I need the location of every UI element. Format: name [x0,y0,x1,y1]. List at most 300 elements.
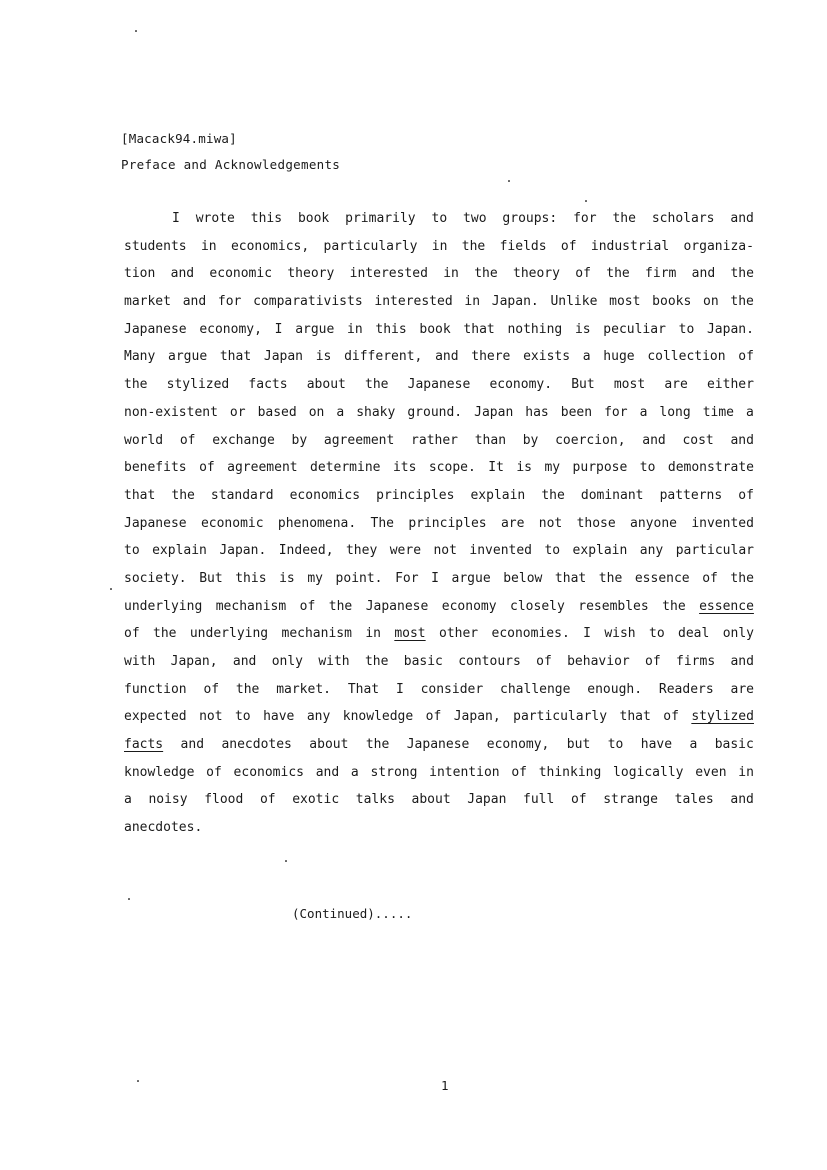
scan-speck [110,588,112,590]
paragraph-word: with [124,654,156,669]
paragraph-word: strange [603,792,659,808]
paragraph-word: The [370,515,394,531]
paragraph-word: economics [233,764,304,780]
paragraph-word: most [609,294,641,310]
paragraph-word: of [663,709,679,725]
paragraph-word: explain [470,487,526,503]
scan-speck [128,898,130,900]
paragraph-word: to [607,737,624,753]
paragraph-word: is [516,460,533,476]
paragraph-word: intention [429,764,500,780]
paragraph-word: huge [603,349,635,365]
paragraph-word: point. [335,570,383,586]
paragraph-word: principles [408,515,487,531]
paragraph-word: Japan. [219,543,267,559]
paragraph-word: Japan, [170,654,218,669]
paragraph-word: economy. [489,377,553,393]
paragraph-word: Japan [467,792,507,808]
paragraph-word: has [525,404,549,420]
paragraph-word: that [554,570,587,586]
paragraph-word: I [583,626,591,642]
paragraph-word: not [538,515,563,531]
paragraph-word: dominant [580,487,644,503]
paragraph-word: the [461,238,486,254]
paragraph-word: the [365,737,390,753]
paragraph-word: rather [411,432,459,448]
paragraph-word: by [291,432,308,448]
paragraph-word: benefits [124,460,187,476]
paragraph-word: book [419,321,451,337]
paragraph-line [124,205,754,233]
paragraph-word: for [573,211,597,226]
paragraph-word: either [706,377,754,393]
paragraph-word: only [271,654,304,669]
paragraph-word: a [746,404,754,420]
paragraph-word: exchange [212,432,275,448]
paragraph-word: I [172,211,180,226]
paragraph-word: and [730,792,754,808]
paragraph-word: a [689,737,698,753]
paragraph-word: cost [682,432,714,448]
paragraph-word: Many [124,349,156,365]
paragraph-word: nothing [507,321,563,337]
paragraph-word: mechanism [281,626,352,642]
paragraph-word: about [411,792,451,808]
paragraph-word: consider [420,681,484,697]
paragraph-word: talks [355,792,395,808]
paragraph-word: the [171,487,195,503]
paragraph-word: theory [513,266,560,282]
paragraph-word: two [463,211,487,226]
paragraph-word: of [702,570,718,586]
paragraph-word: of [206,764,222,780]
paragraph-line [124,343,754,371]
paragraph-word: other [439,626,479,642]
paragraph-word: fields [499,238,547,254]
paragraph-word: to [234,709,251,725]
paragraph-word: non-existent [124,404,218,420]
file-tag: [Macack94.miwa] [121,131,237,146]
paragraph-word: on [308,404,325,420]
paragraph-word: and [232,654,257,669]
paragraph-word: I [431,570,439,586]
paragraph-word: to [649,626,665,642]
paragraph-word: the [662,598,686,614]
paragraph-word: peculiar [603,321,666,337]
paragraph-word: For [395,570,419,586]
paragraph-word: a [639,404,648,420]
paragraph-line [124,316,754,344]
paragraph-word: principles [376,487,455,503]
paragraph-word: not [199,709,223,725]
paragraph-word: particularly [513,709,608,725]
paragraph-word: deal [678,626,710,642]
paragraph-word: the [730,294,754,310]
paragraph-word: and [691,266,716,282]
paragraph-word: to [544,543,561,559]
paragraph-line [124,427,754,455]
paragraph-line [124,233,754,261]
continued-note: (Continued)..... [292,906,413,921]
paragraph-word: underlying [124,598,203,614]
paragraph-word: behavior [567,654,630,669]
paragraph-word: of [425,709,442,725]
paragraph-word: but [566,737,591,753]
paragraph-word: based [257,404,297,420]
paragraph-word: economic [209,266,273,282]
paragraph-word: time [702,404,735,420]
paragraph-line [124,648,754,676]
paragraph-word: in [738,764,754,780]
paragraph-word: argue [295,321,335,337]
paragraph-word: and [182,294,207,310]
paragraph-word: economy, [486,737,550,753]
paragraph-word: the [328,598,353,614]
paragraph-word: But [571,377,595,393]
paragraph-word: Japanese [124,321,187,337]
paragraph-word: and [180,737,205,753]
paragraph-word: anyone [630,515,677,531]
paragraph-word: and [730,654,754,669]
paragraph-word: for [604,404,628,420]
paragraph-word: economics [289,487,361,503]
paragraph-line [124,454,754,482]
paragraph-word: were [389,543,422,559]
paragraph-word: coercion, [555,432,626,448]
paragraph-word: flood [204,792,244,808]
paragraph-line [124,786,754,814]
paragraph-line [124,731,754,759]
paragraph-word: are [500,515,525,531]
paragraph-word: explain [572,543,628,559]
paragraph-word: Japan [263,349,304,365]
paragraph-word: agreement [323,432,395,448]
paragraph-word: Japanese [406,737,470,753]
scan-speck [285,860,287,862]
paragraph-word: or [229,404,246,420]
paragraph-word: I [395,681,404,697]
paragraph-word: are [730,681,754,697]
paragraph-word: anecdotes. [124,820,203,836]
paragraph-word: enough. [587,681,643,697]
paragraph-word: thinking [538,764,602,780]
paragraph-word: of [536,654,552,669]
paragraph-word: firm [645,266,677,282]
paragraph-word: But [199,570,223,586]
paragraph-word: world [124,432,164,448]
paragraph-word: Japan [474,404,514,420]
paragraph-word: only [722,626,754,642]
paragraph-word: basic [714,737,754,753]
paragraph-word: resembles [578,598,649,614]
paragraph-word: about [306,377,346,393]
paragraph-word: market. [276,681,331,697]
paragraph-word: facts [124,737,164,753]
paragraph-word: the [606,266,630,282]
paragraph-word: argue [451,570,491,586]
paragraph-word: strong [370,764,418,780]
paragraph-word: tales [674,792,714,808]
paragraph-word: knowledge [124,764,195,780]
paragraph-word: Japan, [453,709,501,725]
paragraph-word: to [639,460,656,476]
paragraph-word: is [574,321,591,337]
paragraph-word: function [124,681,187,697]
paragraph-word: even [695,764,727,780]
paragraph-word: market [124,294,171,310]
paragraph-word: of [203,681,220,697]
paragraph-word: Japanese [124,515,187,531]
paragraph-word: logically [613,764,684,780]
paragraph-word: contours [458,654,521,669]
paragraph-word: to [431,211,448,226]
paragraph-line [124,814,754,842]
paragraph-word: phenomena. [277,515,357,531]
paragraph-word: facts [248,377,288,393]
paragraph-word: is [315,349,332,365]
paragraph-word: that [124,487,156,503]
paragraph-word: of [645,654,661,669]
paragraph-word: wish [604,626,636,642]
paragraph-word: ground. [407,404,463,420]
paragraph-word: a [336,404,345,420]
paragraph-word: standard [210,487,274,503]
paragraph-word: that [219,349,252,365]
paragraph-word: groups: [502,211,558,226]
paragraph-word: than [474,432,507,448]
paragraph-word: agreement [227,460,298,476]
paragraph-word: stylized [691,709,754,725]
paragraph-word: most [613,377,646,393]
paragraph-word: wrote [195,211,235,226]
paragraph-word: the [235,681,260,697]
paragraph-word: and [642,432,666,448]
paragraph-word: and [435,349,459,365]
paragraph-word: in [200,238,217,254]
paragraph-word: that [463,321,495,337]
paragraph-word: in [464,294,481,310]
paragraph-word: most [394,626,426,642]
paragraph-word: economy, [199,321,262,337]
paragraph-word: have [640,737,673,753]
paragraph-word: below [503,570,543,586]
paragraph-word: the [730,266,754,282]
paragraph-word: in [365,626,381,642]
paragraph-word: long [659,404,691,420]
paragraph-word: interested [349,266,428,282]
paragraph-word: the [364,654,389,669]
paragraph-word: economics, [230,238,310,254]
paragraph-word: students [124,238,187,254]
paragraph-word: its [392,460,417,476]
paragraph-word: anecdotes [221,737,292,753]
paragraph-word: scope. [428,460,476,476]
paragraph-word: tion [124,266,156,282]
paragraph-word: been [560,404,593,420]
paragraph-word: the [365,377,389,393]
paragraph-line [124,565,754,593]
paragraph-word: of [124,626,140,642]
paragraph-word: of [570,792,587,808]
paragraph-word: economy [441,598,497,614]
paragraph-word: mechanism [215,598,287,614]
paragraph-word: Readers [658,681,714,697]
paragraph-word: any [306,709,331,725]
paragraph-word: exotic [292,792,340,808]
paragraph-word: demonstrate [667,460,754,476]
paragraph-line [124,288,754,316]
paragraph-line [124,371,754,399]
paragraph-word: about [309,737,349,753]
paragraph-word: any [639,543,664,559]
paragraph-word: the [730,570,754,586]
paragraph-word: the [474,266,498,282]
paragraph-word: Japanese [365,598,429,614]
paragraph-word: of [738,349,754,365]
page-title: Preface and Acknowledgements [121,157,341,172]
paragraph-word: this [235,570,267,586]
paragraph-word: argue [168,349,208,365]
paragraph-line [124,759,754,787]
paragraph-word: my [307,570,323,586]
paragraph-word: exists [523,349,571,365]
paragraph-word: book [297,211,330,226]
paragraph-word: invented [691,515,754,531]
paragraph-word: Japan. [491,294,539,310]
paragraph-word: economic [200,515,264,531]
paragraph-word: and [730,432,754,448]
paragraph-word: full [523,792,555,808]
paragraph-line [124,593,754,621]
paragraph-word: underlying [189,626,269,642]
paragraph-line [124,676,754,704]
paragraph-word: the [153,626,177,642]
paragraph-word: It [488,460,504,476]
paragraph-word: with [318,654,350,669]
paragraph-word: a [582,349,591,365]
paragraph-word: a [124,792,132,808]
paragraph-word: of [560,238,577,254]
paragraph-word: society. [124,570,187,586]
paragraph-word: and [730,211,754,226]
paragraph-word: particular [675,543,754,559]
paragraph-word: particularly [323,238,418,254]
preface-paragraph [124,205,754,842]
paragraph-word: theory [287,266,335,282]
paragraph-line [124,620,754,648]
paragraph-word: of [199,460,215,476]
paragraph-word: they [345,543,378,559]
scan-speck [508,180,510,182]
scan-speck [585,200,587,202]
paragraph-word: different, [344,349,423,365]
paragraph-word: to [678,321,695,337]
paragraph-word: determine [310,460,381,476]
paragraph-word: shaky [356,404,396,420]
paragraph-word: patterns [659,487,723,503]
scan-speck [135,30,137,32]
paragraph-word: challenge [500,681,571,697]
paragraph-word: that [619,709,651,725]
paragraph-word: and [170,266,195,282]
paragraph-line [124,482,754,510]
paragraph-word: basic [403,654,443,669]
paragraph-word: there [471,349,511,365]
paragraph-line [124,399,754,427]
paragraph-word: on [703,294,719,310]
paragraph-word: expected [124,709,187,725]
paragraph-word: of [259,792,276,808]
paragraph-word: have [263,709,295,725]
paragraph-line [124,260,754,288]
paragraph-word: noisy [148,792,188,808]
paragraph-word: in [347,321,363,337]
paragraph-word: the [598,570,623,586]
paragraph-word: I [274,321,283,337]
paragraph-word: collection [647,349,726,365]
paragraph-word: books [652,294,692,310]
paragraph-word: Indeed, [278,543,334,559]
paragraph-word: comparativists [253,294,363,310]
scan-speck [137,1080,139,1082]
paragraph-word: economies. [491,626,570,642]
paragraph-word: in [443,266,459,282]
paragraph-word: my [544,460,561,476]
paragraph-word: for [217,294,242,310]
paragraph-word: purpose [572,460,628,476]
paragraph-word: this [375,321,407,337]
paragraph-word: of [179,432,196,448]
paragraph-word: Japan. [706,321,754,337]
paragraph-word: to [124,543,140,559]
paragraph-word: of [575,266,591,282]
paragraph-word: of [511,764,527,780]
paragraph-word: Unlike [550,294,598,310]
paragraph-word: of [299,598,316,614]
paragraph-word: this [250,211,283,226]
paragraph-word: That [347,681,380,697]
paragraph-word: stylized [166,377,230,393]
page-number: 1 [441,1078,449,1093]
paragraph-word: firms [676,654,716,669]
paragraph-line [124,703,754,731]
paragraph-word: of [738,487,754,503]
paragraph-word: not [433,543,457,559]
paragraph-word: explain [152,543,207,559]
paragraph-word: industrial [590,238,670,254]
paragraph-word: interested [374,294,453,310]
paragraph-word: and [315,764,340,780]
paragraph-word: Japanese [407,377,471,393]
paragraph-word: scholars [651,211,715,226]
paragraph-word: essence [634,570,690,586]
paragraph-line [124,510,754,538]
paragraph-word: a [350,764,359,780]
paragraph-word: knowledge [342,709,414,725]
paragraph-word: the [612,211,636,226]
paragraph-line [124,537,754,565]
paragraph-word: those [576,515,616,531]
paragraph-word: in [431,238,448,254]
paragraph-word: the [124,377,148,393]
paragraph-word: are [664,377,688,393]
paragraph-word: essence [699,598,754,614]
paragraph-word: by [522,432,539,448]
paragraph-word: closely [510,598,565,614]
paragraph-word: the [541,487,565,503]
paragraph-word: primarily [345,211,416,226]
paragraph-word: organiza- [683,238,754,254]
